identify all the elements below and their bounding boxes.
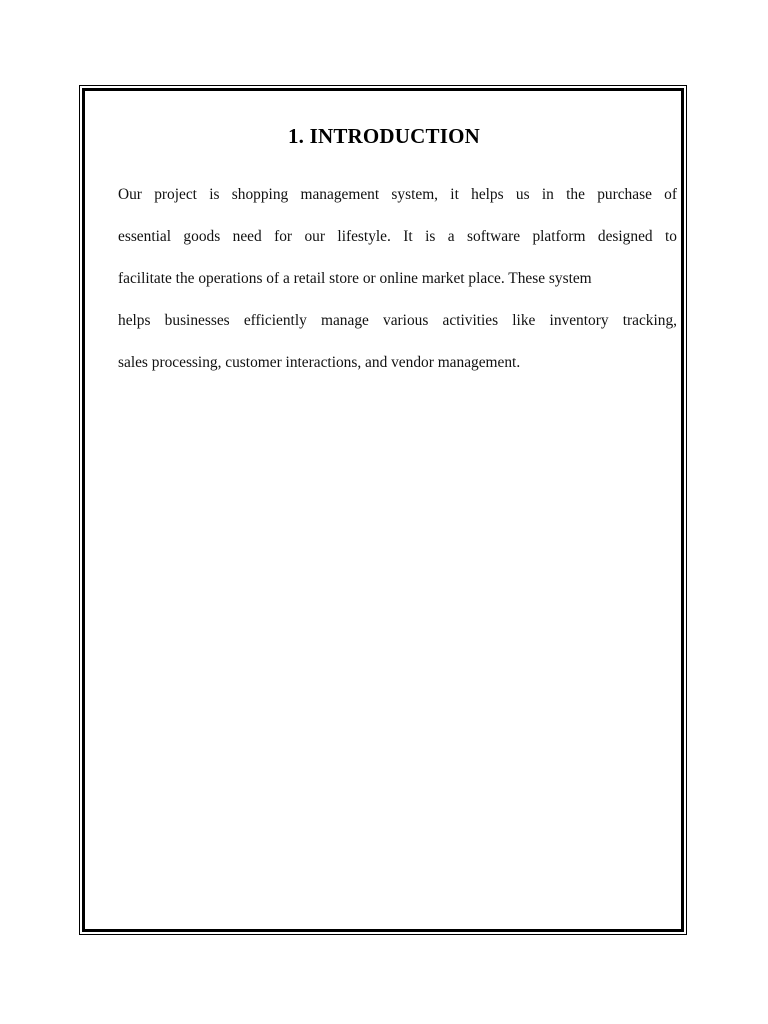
paragraph-line: Our project is shopping management system, it helps us in the purchase of [118,186,677,203]
paragraph-line: sales processing, customer interactions, and vendor management. [118,354,521,371]
section-heading: 1. INTRODUCTION [287,124,481,148]
paragraph-line: helps businesses efficiently manage various activities like inventory tracking, [118,312,677,329]
introduction-paragraph [118,174,677,384]
paragraph-line: essential goods need for our lifestyle. It is a software platform designed to [118,228,677,245]
paragraph-line: facilitate the operations of a retail store or online market place. These system [118,270,592,287]
